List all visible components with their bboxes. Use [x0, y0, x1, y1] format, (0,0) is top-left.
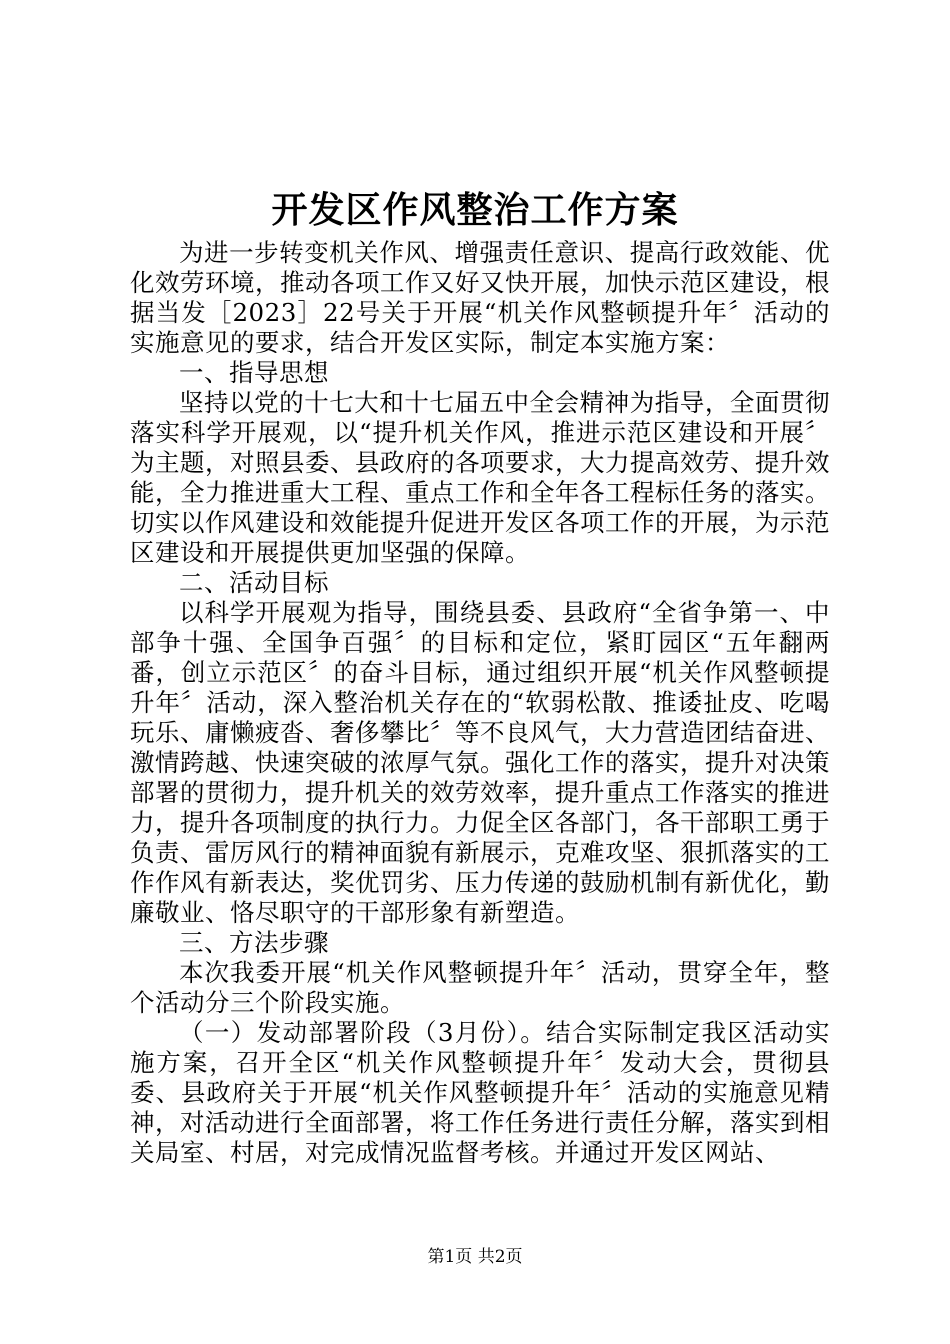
- document-title: 开发区作风整治工作方案: [271, 189, 679, 231]
- paragraph-intro: 为进一步转变机关作风、增强责任意识、提高行政效能、优化效劳环境，推动各项工作又好又快开展，加快示范区建设，根据当发［2023］22号关于开展“机关作风整顿提升年〞活动的实施意见的要求，结合开发区实际，制定本实施方案：: [130, 238, 830, 357]
- section-heading-method-steps: 三、方法步骤: [179, 928, 329, 957]
- paragraph-guiding-ideology: 坚持以党的十七大和十七届五中全会精神为指导，全面贯彻落实科学开展观，以“提升机关作风，推进示范区建设和开展〞为主题，对照县委、县政府的各项要求，大力提高效劳、提升效能，全力推进重大工程、重点工作和全年各工程标任务的落实。切实以作风建设和效能提升促进开发区各项工作的开展，为示范区建设和开展提供更加坚强的保障。: [130, 388, 830, 567]
- section-heading-guiding-ideology: 一、指导思想: [179, 358, 329, 387]
- page-number-footer: 第1页 共2页: [427, 1247, 523, 1267]
- paragraph-phase-one: （一）发动部署阶段（3月份）。结合实际制定我区活动实施方案，召开全区“机关作风整顿提升年〞发动大会，贯彻县委、县政府关于开展“机关作风整顿提升年〞活动的实施意见精神，对活动进行全面部署，将工作任务进行责任分解，落实到相关局室、村居，对完成情况监督考核。并通过开发区网站、: [130, 1018, 830, 1167]
- paragraph-activity-goals: 以科学开展观为指导，围绕县委、县政府“全省争第一、中部争十强、全国争百强〞的目标和定位，紧盯园区“五年翻两番，创立示范区〞的奋斗目标，通过组织开展“机关作风整顿提升年〞活动，深入整治机关存在的“软弱松散、推诿扯皮、吃喝玩乐、庸懒疲沓、奢侈攀比〞等不良风气，大力营造团结奋进、激情跨越、快速突破的浓厚气氛。强化工作的落实，提升对决策部署的贯彻力，提升机关的效劳效率，提升重点工作落实的推进力，提升各项制度的执行力。力促全区各部门，各干部职工勇于负责、雷厉风行的精神面貌有新展示，克难攻坚、狠抓落实的工作作风有新表达，奖优罚劣、压力传递的鼓励机制有新优化，勤廉敬业、恪尽职守的干部形象有新塑造。: [130, 598, 830, 927]
- paragraph-method-steps: 本次我委开展“机关作风整顿提升年〞活动，贯穿全年，整个活动分三个阶段实施。: [130, 958, 830, 1017]
- section-heading-activity-goals: 二、活动目标: [179, 568, 329, 597]
- document-body: [130, 238, 830, 1168]
